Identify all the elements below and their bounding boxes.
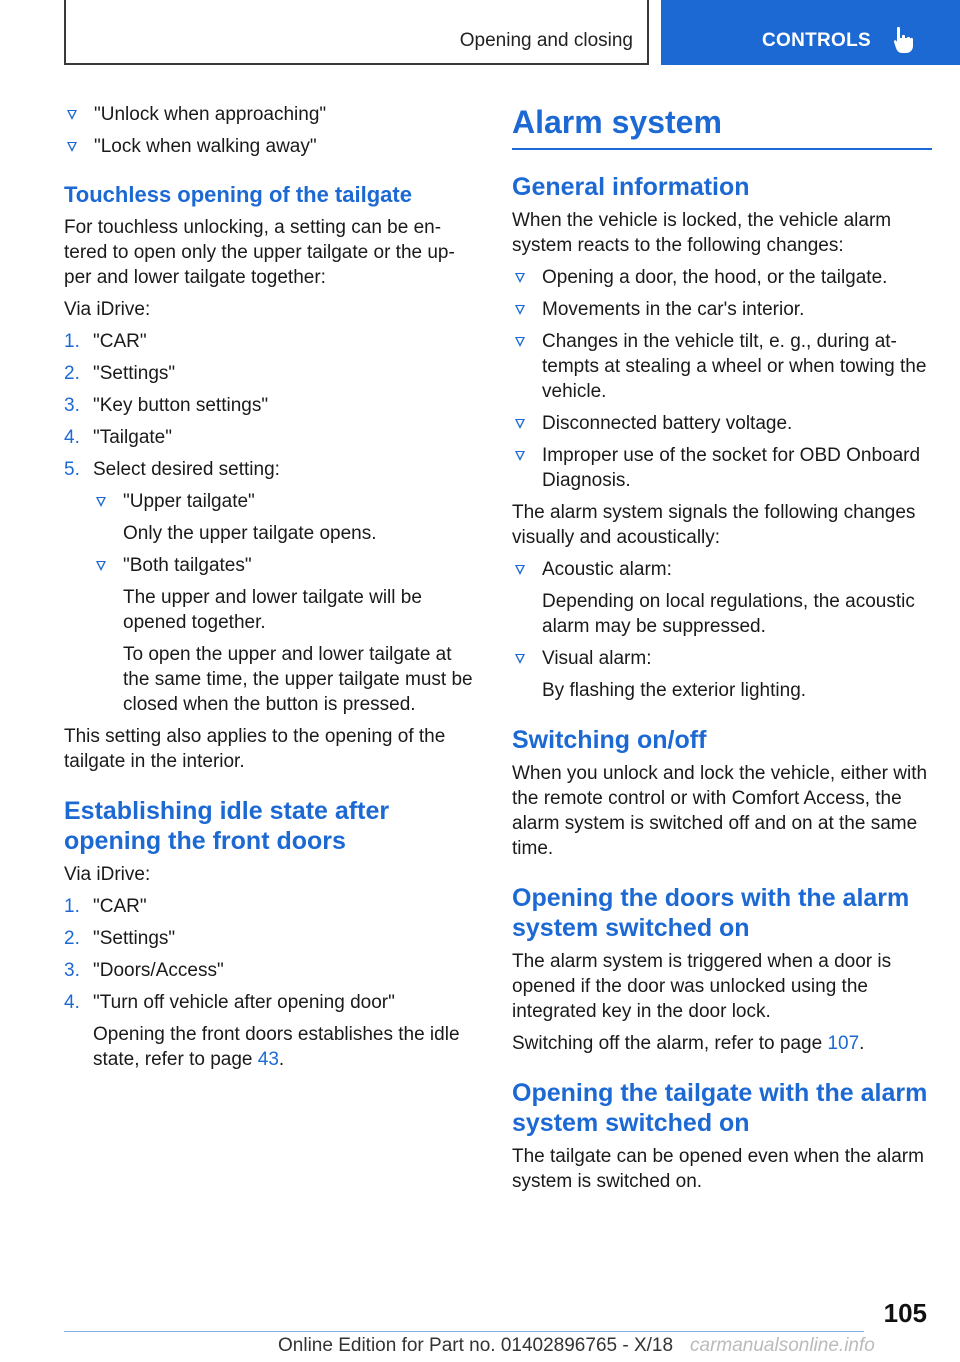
list-item: "Lock when walking away" — [64, 134, 482, 159]
header-chapter-tab[interactable] — [661, 0, 960, 65]
list-item: 1. "CAR" — [64, 331, 147, 352]
page-number: 105 — [883, 1298, 927, 1328]
alarm-signal-list — [512, 557, 932, 703]
left-column — [64, 102, 482, 1079]
tailgate-steps — [64, 329, 482, 717]
triangle-bullet-icon — [67, 142, 77, 152]
intro-list — [64, 102, 482, 159]
list-item: "Both tailgates" The upper and lower tailgate will be opened together. To open the upper and lower tailgate at the same time, the upper tailgate must be closed when the button is pressed. — [93, 553, 482, 717]
general-info-heading: General information — [512, 173, 750, 201]
list-item: 2. "Settings" — [64, 928, 176, 949]
footer-watermark: carmanualsonline.info — [690, 1335, 875, 1356]
list-item: 3. "Key button settings" — [64, 395, 269, 416]
paragraph: Via iDrive: — [64, 864, 151, 885]
list-item: Changes in the vehicle tilt, e. g., during at‐tempts at stealing a wheel or when towing the vehicle. — [512, 329, 932, 404]
list-item: Movements in the car's interior. — [512, 297, 932, 322]
page-link-107[interactable]: 107 — [827, 1033, 860, 1054]
triangle-bullet-icon — [67, 110, 77, 120]
right-column — [512, 102, 932, 1201]
touchless-tailgate-heading: Touchless opening of the tailgate — [64, 182, 412, 207]
triangle-bullet-icon — [96, 561, 106, 571]
triangle-bullet-icon — [515, 654, 525, 664]
switching-heading: Switching on/off — [512, 726, 707, 754]
triangle-bullet-icon — [515, 565, 525, 575]
list-item: 4. "Turn off vehicle after opening door" Opening the front doors establishes the idle state, refer to page 43. — [64, 992, 460, 1070]
list-item: 1. "CAR" — [64, 896, 147, 917]
triangle-bullet-icon — [96, 497, 106, 507]
page-link-43[interactable]: 43 — [257, 1049, 279, 1070]
idle-steps — [64, 894, 482, 1072]
alarm-trigger-list — [512, 265, 932, 493]
tailgate-options — [93, 489, 482, 717]
tailgate-alarm-heading: Opening the tailgate with the alarm system switched on — [512, 1079, 928, 1137]
pointing-hand-icon — [893, 26, 919, 54]
list-item: Visual alarm: By flashing the exterior lighting. — [512, 646, 932, 703]
paragraph: For touchless unlocking, a setting can be en‐tered to open only the upper tailgate or the up‐per and lower tailgate together: — [64, 217, 455, 288]
paragraph: When the vehicle is locked, the vehicle alarm system reacts to the following changes: — [512, 210, 892, 256]
header-chapter-label: CONTROLS — [762, 30, 872, 51]
list-item: 4. "Tailgate" — [64, 427, 172, 448]
paragraph: This setting also applies to the opening of the tailgate in the interior. — [64, 726, 446, 772]
list-item: 5. Select desired setting: "Upper tailgate" Only the upper tailgate opens. "Both tailgates" The upper and lower tailgate will be opened together. To open the upper and lower tailgate at the same time, the upper tailgate must be closed when the button is pressed. — [64, 457, 482, 717]
paragraph: Via iDrive: — [64, 299, 151, 320]
triangle-bullet-icon — [515, 337, 525, 347]
list-item: "Unlock when approaching" — [64, 102, 482, 127]
triangle-bullet-icon — [515, 419, 525, 429]
list-item: Opening a door, the hood, or the tailgate. — [512, 265, 932, 290]
header-section-title: Opening and closing — [459, 30, 633, 51]
paragraph: When you unlock and lock the vehicle, either with the remote control or with Comfort Access, the alarm system is switched off and on at the same time. — [512, 763, 928, 859]
doors-alarm-heading: Opening the doors with the alarm system switched on — [512, 884, 910, 942]
triangle-bullet-icon — [515, 451, 525, 461]
paragraph: Switching off the alarm, refer to page 107. — [512, 1033, 865, 1054]
paragraph: The tailgate can be opened even when the alarm system is switched on. — [512, 1146, 924, 1192]
paragraph: The alarm system signals the following changes visually and acoustically: — [512, 502, 916, 548]
list-item: 3. "Doors/Access" — [64, 960, 224, 981]
list-item: Improper use of the socket for OBD Onboard Diagnosis. — [512, 443, 932, 493]
footer-edition: Online Edition for Part no. 01402896765 - X/18 — [278, 1335, 674, 1356]
triangle-bullet-icon — [515, 273, 525, 283]
triangle-bullet-icon — [515, 305, 525, 315]
header-section-box — [64, 0, 649, 65]
page-title: Alarm system — [512, 102, 932, 150]
list-item: 2. "Settings" — [64, 363, 176, 384]
footer-divider — [64, 1331, 864, 1332]
paragraph: The alarm system is triggered when a door is opened if the door was unlocked using the integrated key in the door lock. — [512, 951, 892, 1022]
list-item: "Upper tailgate" Only the upper tailgate opens. — [93, 489, 482, 546]
idle-state-heading: Establishing idle state after opening the front doors — [64, 797, 390, 855]
list-item: Acoustic alarm: Depending on local regulations, the acoustic alarm may be suppressed. — [512, 557, 932, 639]
list-item: Disconnected battery voltage. — [512, 411, 932, 436]
